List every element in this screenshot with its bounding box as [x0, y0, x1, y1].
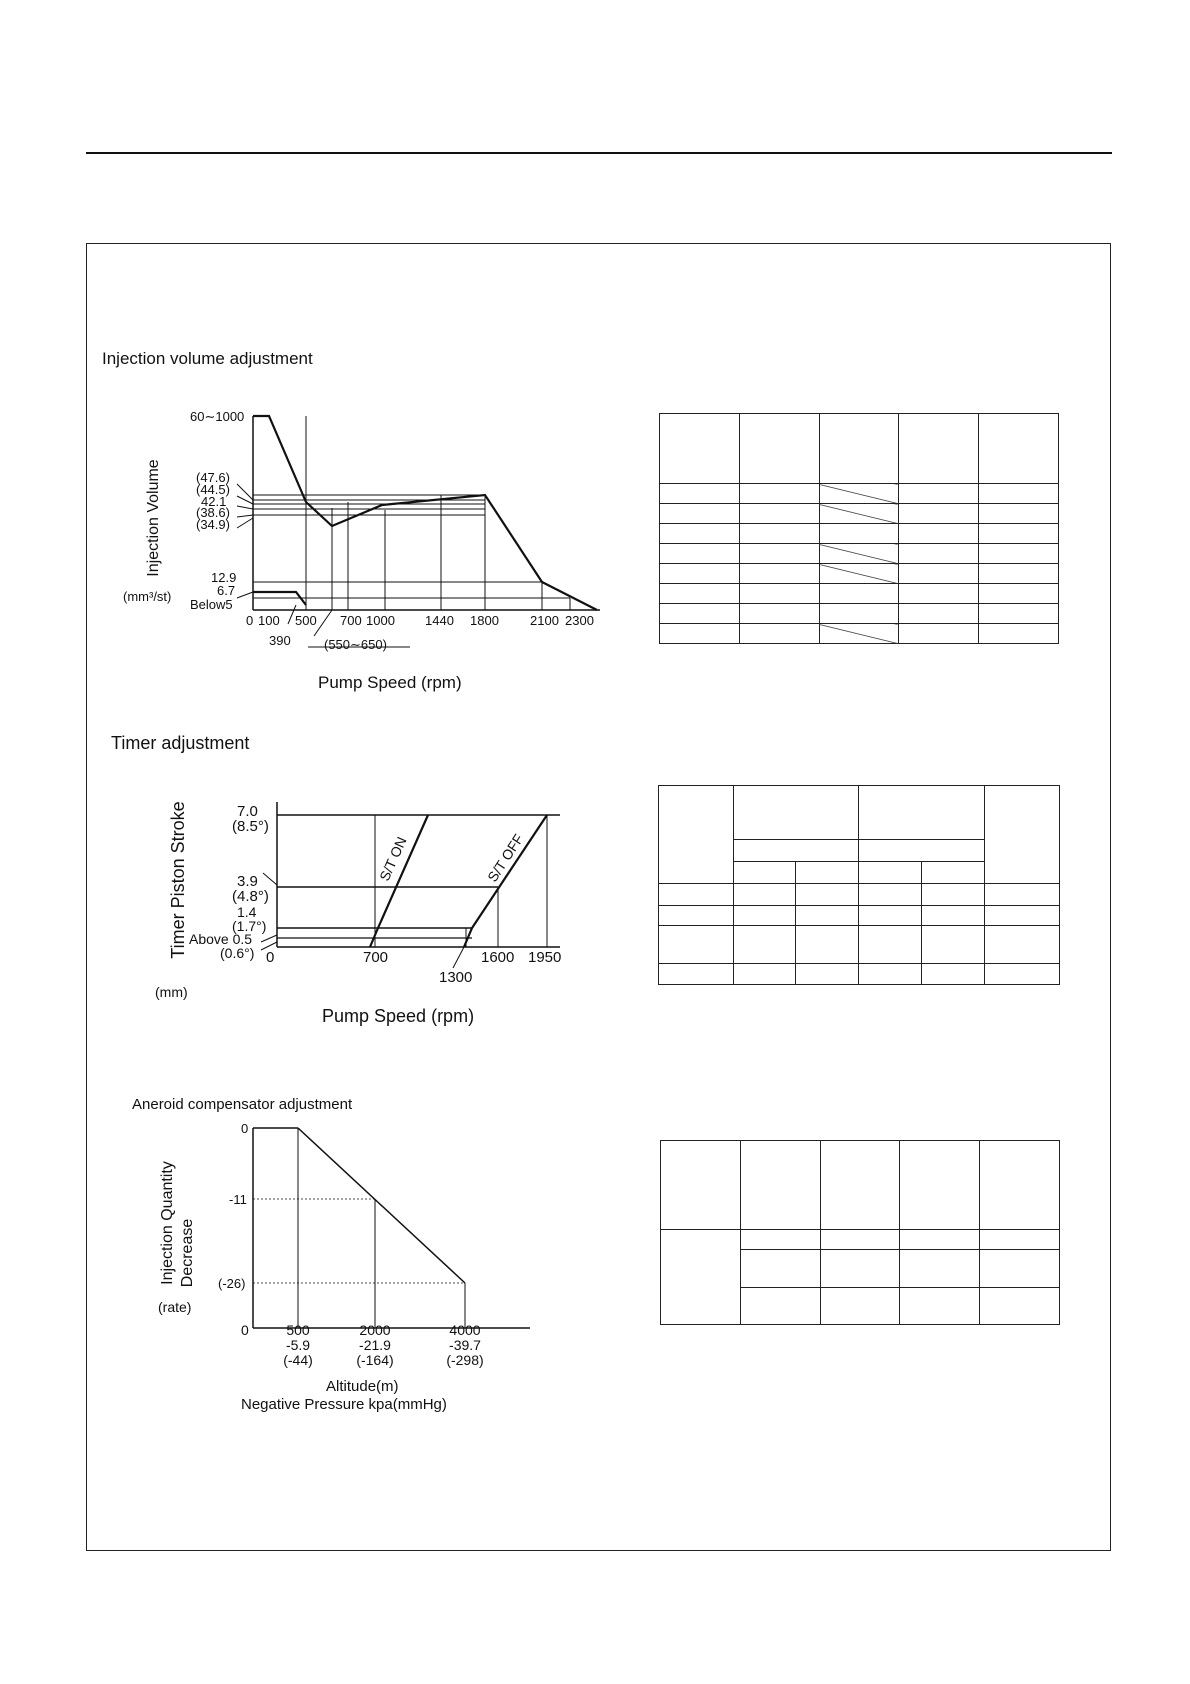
y-axis-unit: (rate): [158, 1299, 192, 1315]
y-tick-44-5: (44.5): [196, 482, 230, 497]
x-tick-1950: 1950: [528, 949, 562, 966]
y-tick-26: (-26): [218, 1276, 246, 1291]
x-tick-100: 100: [258, 613, 280, 628]
y-tick-38-6: (38.6): [196, 505, 230, 520]
x-tick-mmhg-1: (-44): [283, 1352, 313, 1368]
x-tick-700: 700: [340, 613, 362, 628]
x-axis-title: Pump Speed (rpm): [322, 1006, 475, 1026]
x-sub-550-650: (550∼650): [324, 637, 387, 652]
st-on-line: [370, 815, 428, 947]
x-tick-700: 700: [363, 949, 389, 966]
y-tick-12-9: 12.9: [211, 570, 237, 585]
y-tick-34-9: (34.9): [196, 517, 230, 532]
x-sub-390: 390: [269, 633, 291, 648]
aneroid-title: Aneroid compensator adjustment: [132, 1096, 353, 1113]
injection-title: Injection volume adjustment: [102, 349, 313, 368]
x-tick-1600: 1600: [481, 949, 515, 966]
y-tick-42-1: 42.1: [201, 494, 227, 509]
y-tick-4-8deg: (4.8°): [232, 888, 269, 905]
x-tick-4000: 4000: [449, 1322, 481, 1338]
y-tick-1-7deg: (1.7°): [232, 918, 267, 934]
x-tick-mmhg-2: (-164): [356, 1352, 394, 1368]
x-tick-1300: 1300: [439, 969, 473, 986]
x-tick-500: 500: [286, 1322, 310, 1338]
y-tick-0: 0: [241, 1121, 249, 1136]
x-tick-2100: 2100: [530, 613, 559, 628]
x-axis-title: Pump Speed (rpm): [318, 673, 462, 692]
y-axis-unit: (mm³/st): [123, 589, 172, 604]
x-tick-0: 0: [266, 949, 275, 966]
y-tick-7-0: 7.0: [237, 803, 258, 820]
x-tick-kpa-3: -39.7: [449, 1337, 481, 1353]
y-axis-title-2: Decrease: [179, 1218, 196, 1288]
full-load-curve: [253, 416, 597, 610]
y-tick-11: -11: [229, 1192, 247, 1207]
x-tick-0: 0: [241, 1322, 249, 1338]
timer-chart: [150, 790, 580, 1040]
x-tick-kpa-1: -5.9: [285, 1337, 311, 1353]
x-tick-mmhg-3: (-298): [446, 1352, 484, 1368]
y-tick-6-7: 6.7: [217, 583, 236, 598]
x-tick-2300: 2300: [565, 613, 594, 628]
y-axis-unit: (mm): [155, 984, 188, 1000]
y-tick-3-9: 3.9: [237, 873, 258, 890]
x-tick-0: 0: [246, 613, 254, 628]
x-tick-1000: 1000: [366, 613, 395, 628]
st-on-label: S/T ON: [376, 834, 410, 884]
decrease-line: [298, 1128, 465, 1283]
injection-volume-chart: [110, 400, 640, 700]
injection-data-table: [659, 413, 1059, 644]
y-tick-8-5deg: (8.5°): [232, 818, 269, 835]
y-axis-title: Timer Piston Stroke: [168, 801, 188, 959]
st-off-line: [464, 815, 547, 947]
st-off-label: S/T OFF: [484, 831, 527, 885]
x-axis-title-2: Negative Pressure kpa(mmHg): [241, 1396, 447, 1413]
timer-title: Timer adjustment: [111, 733, 250, 753]
x-axis-title-1: Altitude(m): [326, 1378, 399, 1395]
timer-data-table: [658, 785, 1060, 985]
x-tick-2000: 2000: [359, 1322, 391, 1338]
y-tick-below5: Below5: [190, 597, 233, 612]
aneroid-chart: [150, 1115, 550, 1415]
aneroid-data-table: [660, 1140, 1060, 1325]
y-tick-above-0-5: Above 0.5: [189, 931, 253, 947]
header-rule: [86, 152, 1112, 154]
x-tick-1800: 1800: [470, 613, 499, 628]
y-axis-title: Injection Volume: [145, 459, 162, 577]
y-tick-1-4: 1.4: [237, 904, 257, 920]
y-axis-title-1: Injection Quantity: [159, 1161, 176, 1285]
x-tick-1440: 1440: [425, 613, 454, 628]
y-tick-max: 60∼1000: [190, 409, 245, 424]
x-tick-kpa-2: -21.9: [359, 1337, 391, 1353]
y-tick-0-6deg: (0.6°): [220, 945, 255, 961]
x-tick-500: 500: [295, 613, 317, 628]
y-tick-47-6: (47.6): [196, 470, 230, 485]
